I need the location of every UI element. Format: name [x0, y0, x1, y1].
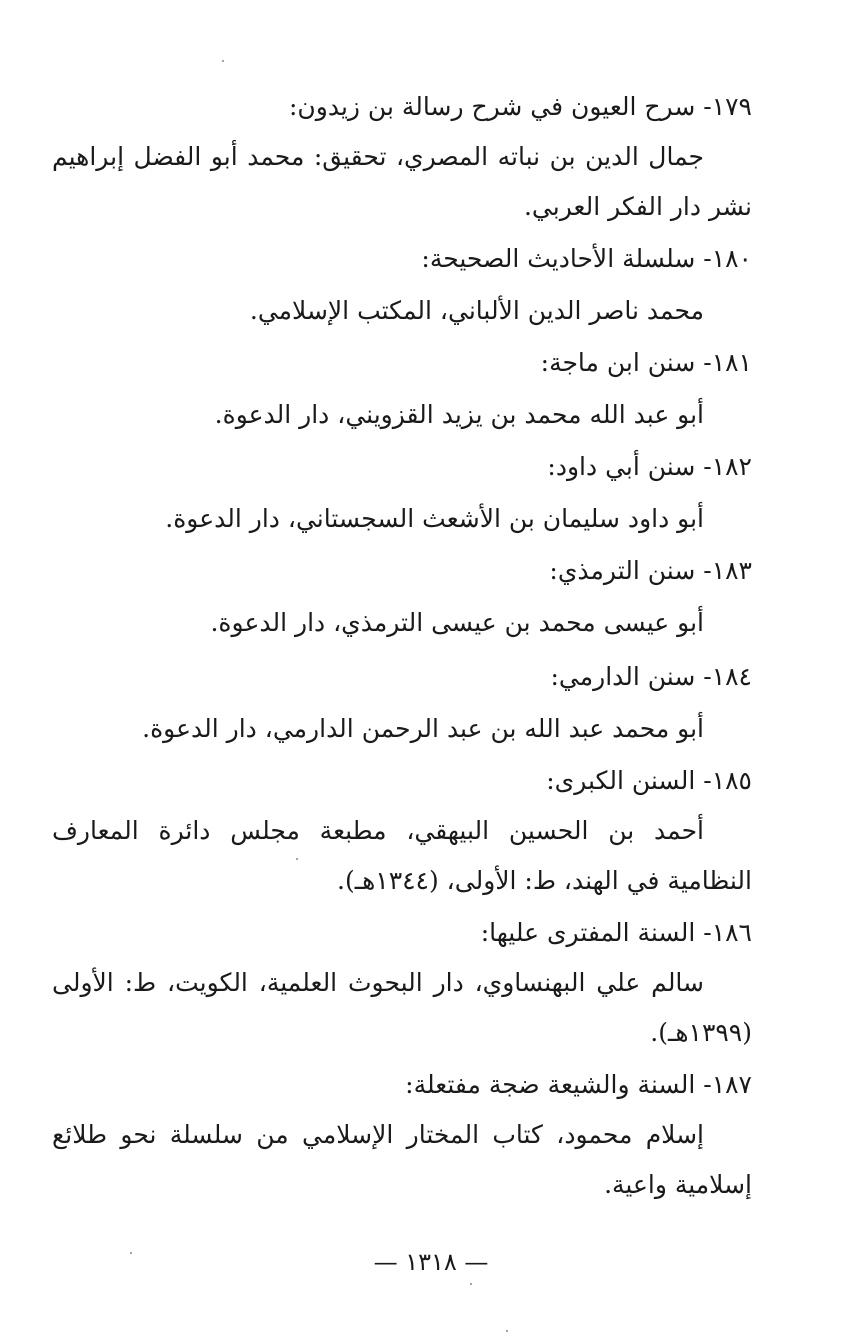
- page-number: — ١٣١٨ —: [373, 1248, 489, 1276]
- entry-title: سلسلة الأحاديث الصحيحة:: [421, 244, 696, 273]
- entry-title: سنن أبي داود:: [547, 452, 696, 481]
- entry-title: سنن ابن ماجة:: [540, 348, 696, 377]
- entry-title: السنة والشيعة ضجة مفتعلة:: [405, 1070, 696, 1099]
- entry-title-line: [52, 662, 752, 692]
- scan-speck: [130, 1252, 132, 1254]
- bibliography-entry-179: [52, 92, 752, 232]
- entry-description: أحمد بن الحسين البيهقي، مطبعة مجلس دائرة المعارف النظامية في الهند، ط: الأولى، (١٣٤٤هـ).: [52, 816, 752, 895]
- entry-number: ١٨٣-: [703, 556, 752, 585]
- scan-speck: [222, 60, 224, 62]
- entry-number: ١٨٢-: [703, 452, 752, 481]
- entry-description: أبو داود سليمان بن الأشعث السجستاني، دار الدعوة.: [165, 504, 704, 533]
- entry-title-line: [52, 918, 752, 948]
- entry-description: إسلام محمود، كتاب المختار الإسلامي من سلسلة نحو طلائع إسلامية واعية.: [52, 1120, 752, 1199]
- entry-title: سرح العيون في شرح رسالة بن زيدون:: [288, 92, 696, 121]
- entry-title-line: [52, 1070, 752, 1100]
- entry-description: جمال الدين بن نباته المصري، تحقيق: محمد أبو الفضل إبراهيم نشر دار الفكر العربي.: [52, 142, 752, 221]
- entry-title: السنن الكبرى:: [546, 766, 696, 795]
- scan-speck: [470, 1283, 472, 1285]
- entry-description: أبو عبد الله محمد بن يزيد القزويني، دار الدعوة.: [214, 400, 704, 429]
- entry-title-line: [52, 556, 752, 586]
- entry-number: ١٨٦-: [703, 918, 752, 947]
- scan-speck: [296, 858, 298, 860]
- entry-description: محمد ناصر الدين الألباني، المكتب الإسلامي.: [249, 296, 704, 325]
- entry-number: ١٨١-: [703, 348, 752, 377]
- bibliography-entry-181: [52, 348, 752, 440]
- entry-number: ١٨٧-: [703, 1070, 752, 1099]
- entry-number: ١٨٤-: [703, 662, 752, 691]
- bibliography-entry-182: [52, 452, 752, 544]
- entry-title: سنن الدارمي:: [550, 662, 696, 691]
- bibliography-entry-180: [52, 244, 752, 336]
- entry-title-line: [52, 452, 752, 482]
- bibliography-entry-184: [52, 662, 752, 754]
- entry-description: سالم علي البهنساوي، دار البحوث العلمية، الكويت، ط: الأولى (١٣٩٩هـ).: [52, 968, 752, 1047]
- entry-description: أبو عيسى محمد بن عيسى الترمذي، دار الدعوة.: [210, 608, 704, 637]
- entry-title-line: [52, 348, 752, 378]
- scan-speck: [506, 1330, 508, 1332]
- entry-description: أبو محمد عبد الله بن عبد الرحمن الدارمي، دار الدعوة.: [142, 714, 704, 743]
- entry-title-line: [52, 92, 752, 122]
- entry-title: السنة المفترى عليها:: [480, 918, 696, 947]
- bibliography-entry-183: [52, 556, 752, 648]
- entry-number: ١٨٠-: [703, 244, 752, 273]
- entry-title: سنن الترمذي:: [549, 556, 696, 585]
- bibliography-entry-187: [52, 1070, 752, 1210]
- entry-title-line: [52, 766, 752, 796]
- entry-title-line: [52, 244, 752, 274]
- entry-number: ١٧٩-: [703, 92, 752, 121]
- bibliography-entry-186: [52, 918, 752, 1058]
- bibliography-entry-185: [52, 766, 752, 906]
- entry-number: ١٨٥-: [703, 766, 752, 795]
